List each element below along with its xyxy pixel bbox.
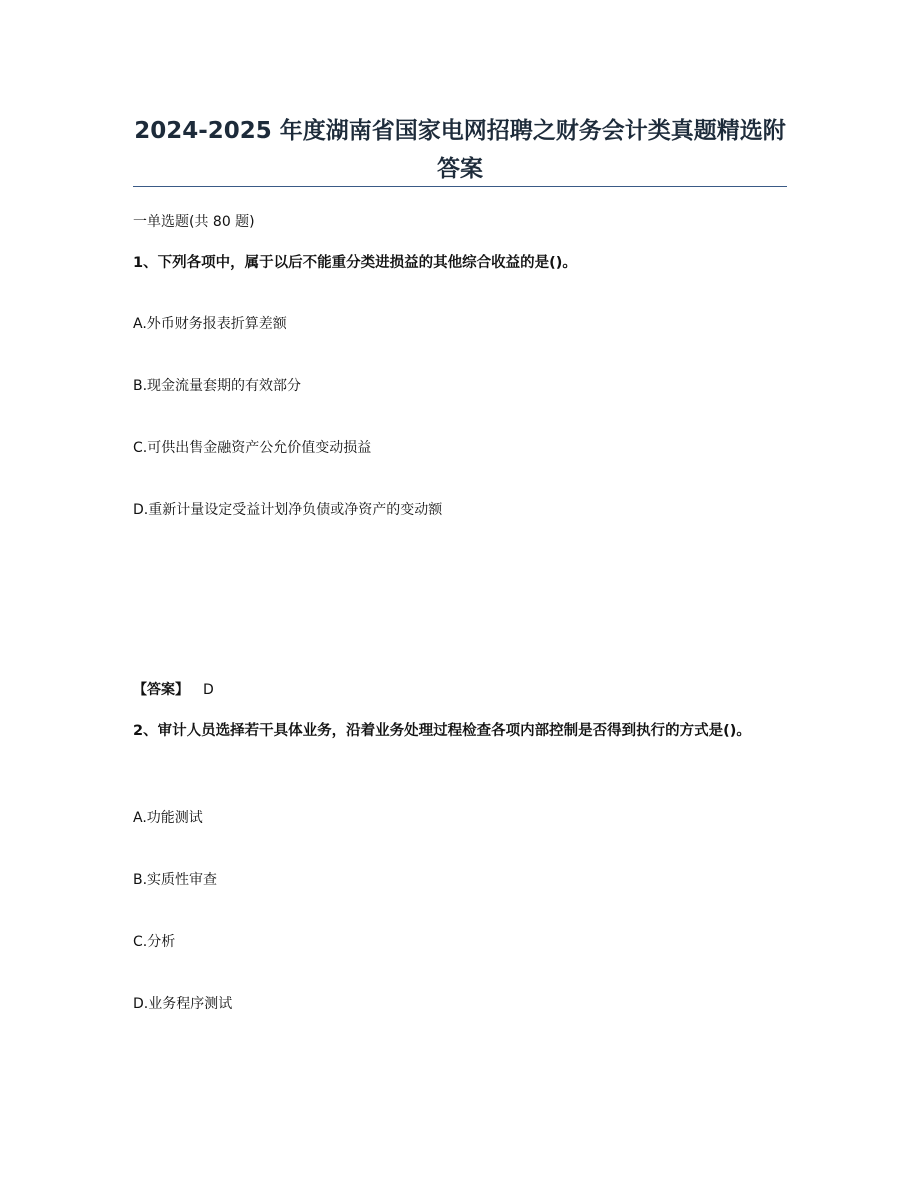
answer-label: 【答案】 xyxy=(133,682,189,698)
question-1-option-b: B.现金流量套期的有效部分 xyxy=(133,378,302,394)
section-heading: 一单选题(共 80 题) xyxy=(133,214,255,230)
question-1-answer xyxy=(133,680,214,700)
title-underline xyxy=(133,186,787,187)
document-title: 2024-2025 年度湖南省国家电网招聘之财务会计类真题精选附答案 xyxy=(134,118,786,182)
question-2-option-c: C.分析 xyxy=(133,934,176,950)
question-1-option-d: D.重新计量设定受益计划净负债或净资产的变动额 xyxy=(133,502,443,518)
answer-value: D xyxy=(203,682,214,698)
question-2-option-d: D.业务程序测试 xyxy=(133,996,233,1012)
question-2-option-b: B.实质性审查 xyxy=(133,872,218,888)
question-1-option-c: C.可供出售金融资产公允价值变动损益 xyxy=(133,440,372,456)
question-2-option-a: A.功能测试 xyxy=(133,810,203,826)
question-1-stem: 1、下列各项中，属于以后不能重分类进损益的其他综合收益的是()。 xyxy=(133,255,577,271)
question-2-stem: 2、审计人员选择若干具体业务，沿着业务处理过程检查各项内部控制是否得到执行的方式是()。 xyxy=(133,723,751,739)
question-1-option-a: A.外币财务报表折算差额 xyxy=(133,316,287,332)
